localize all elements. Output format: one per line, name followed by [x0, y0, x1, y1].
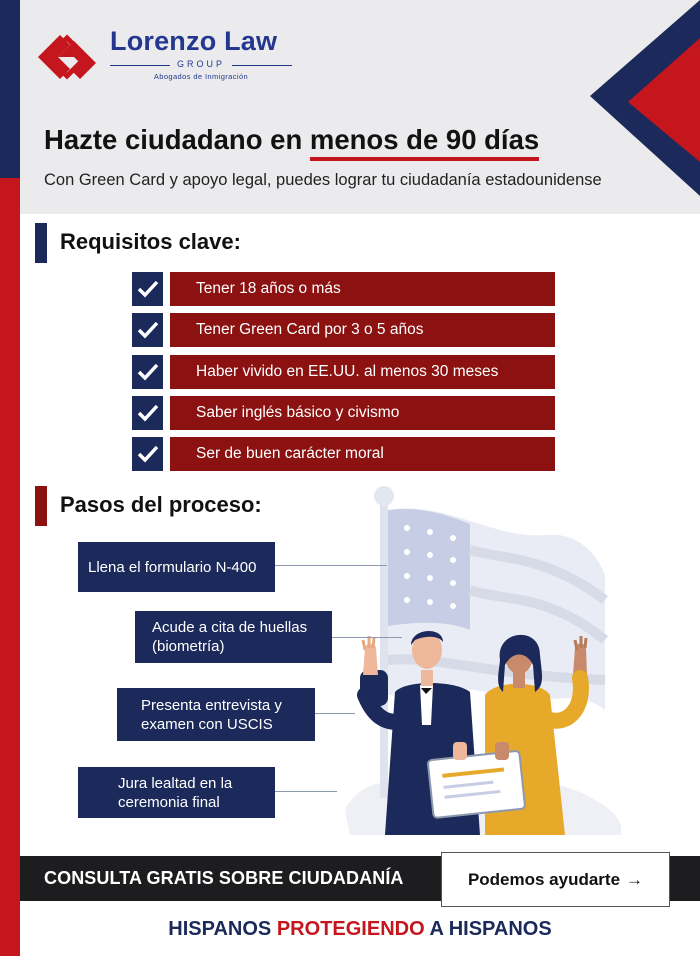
contact-button-label: Podemos ayudarte	[467, 869, 621, 889]
logo-icon	[36, 28, 98, 86]
step-label-line2: (biometría)	[152, 638, 225, 655]
checkmark-icon	[132, 396, 163, 430]
process-step	[117, 688, 315, 741]
requirement-label: Haber vivido en EE.UU. al menos 30 meses	[170, 355, 555, 389]
brand-subtitle: Abogados de Inmigración	[153, 72, 249, 81]
step-connector	[275, 565, 387, 566]
checkmark-icon	[132, 355, 163, 389]
title-highlight: menos de 90 días	[309, 124, 540, 155]
brand-name: Lorenzo Law	[110, 26, 278, 56]
page-title	[44, 124, 539, 156]
step-label-line2: examen con USCIS	[141, 715, 273, 733]
step-label: Llena el formulario N-400	[88, 558, 257, 576]
left-edge-stripe-navy	[0, 0, 20, 178]
process-step	[135, 611, 332, 663]
requirements-title: Requisitos clave:	[60, 229, 241, 254]
requirements-section-marker	[35, 223, 47, 263]
requirement-label: Saber inglés básico y civismo	[170, 396, 555, 430]
brand-group-line	[110, 59, 292, 71]
step-label: Jura lealtad en la	[118, 774, 233, 792]
process-title: Pasos del proceso:	[60, 492, 262, 517]
requirement-label: Tener Green Card por 3 o 5 años	[170, 313, 555, 347]
citizenship-oath-illustration	[335, 480, 635, 850]
left-edge-stripe-red	[0, 178, 20, 956]
brand-group: GROUP	[176, 59, 225, 69]
tagline-highlight: PROTEGIENDO	[276, 918, 425, 940]
requirement-label: Tener 18 años o más	[170, 272, 555, 306]
page-subtitle: Con Green Card y apoyo legal, puedes lograr tu ciudadanía estadounidense	[44, 171, 602, 189]
step-label-line2: ceremonia final	[118, 793, 220, 811]
tagline-part1: HISPANOS	[168, 918, 277, 940]
step-label: Presenta entrevista y	[141, 696, 282, 714]
process-step	[78, 542, 275, 592]
step-connector	[315, 713, 355, 714]
requirement-item	[132, 313, 555, 347]
arrow-right-icon: →	[626, 869, 644, 889]
process-step	[78, 767, 275, 818]
checkmark-icon	[132, 313, 163, 347]
tagline-part3: A HISPANOS	[424, 918, 552, 940]
requirement-item	[132, 355, 555, 389]
requirement-item	[132, 272, 555, 306]
process-section-marker	[35, 486, 47, 526]
title-prefix: Hazte ciudadano en	[44, 124, 310, 155]
requirement-label: Ser de buen carácter moral	[170, 437, 555, 471]
cta-text: CONSULTA GRATIS SOBRE CIUDADANÍA	[44, 868, 404, 888]
corner-decoration	[590, 0, 700, 214]
requirement-item	[132, 437, 555, 471]
checkmark-icon	[132, 272, 163, 306]
checkmark-icon	[132, 437, 163, 471]
step-label: Acude a cita de huellas	[152, 619, 308, 636]
contact-button[interactable]	[441, 852, 670, 907]
step-connector	[275, 791, 337, 792]
requirement-item	[132, 396, 555, 430]
footer-tagline	[20, 918, 700, 941]
step-connector	[332, 637, 402, 638]
